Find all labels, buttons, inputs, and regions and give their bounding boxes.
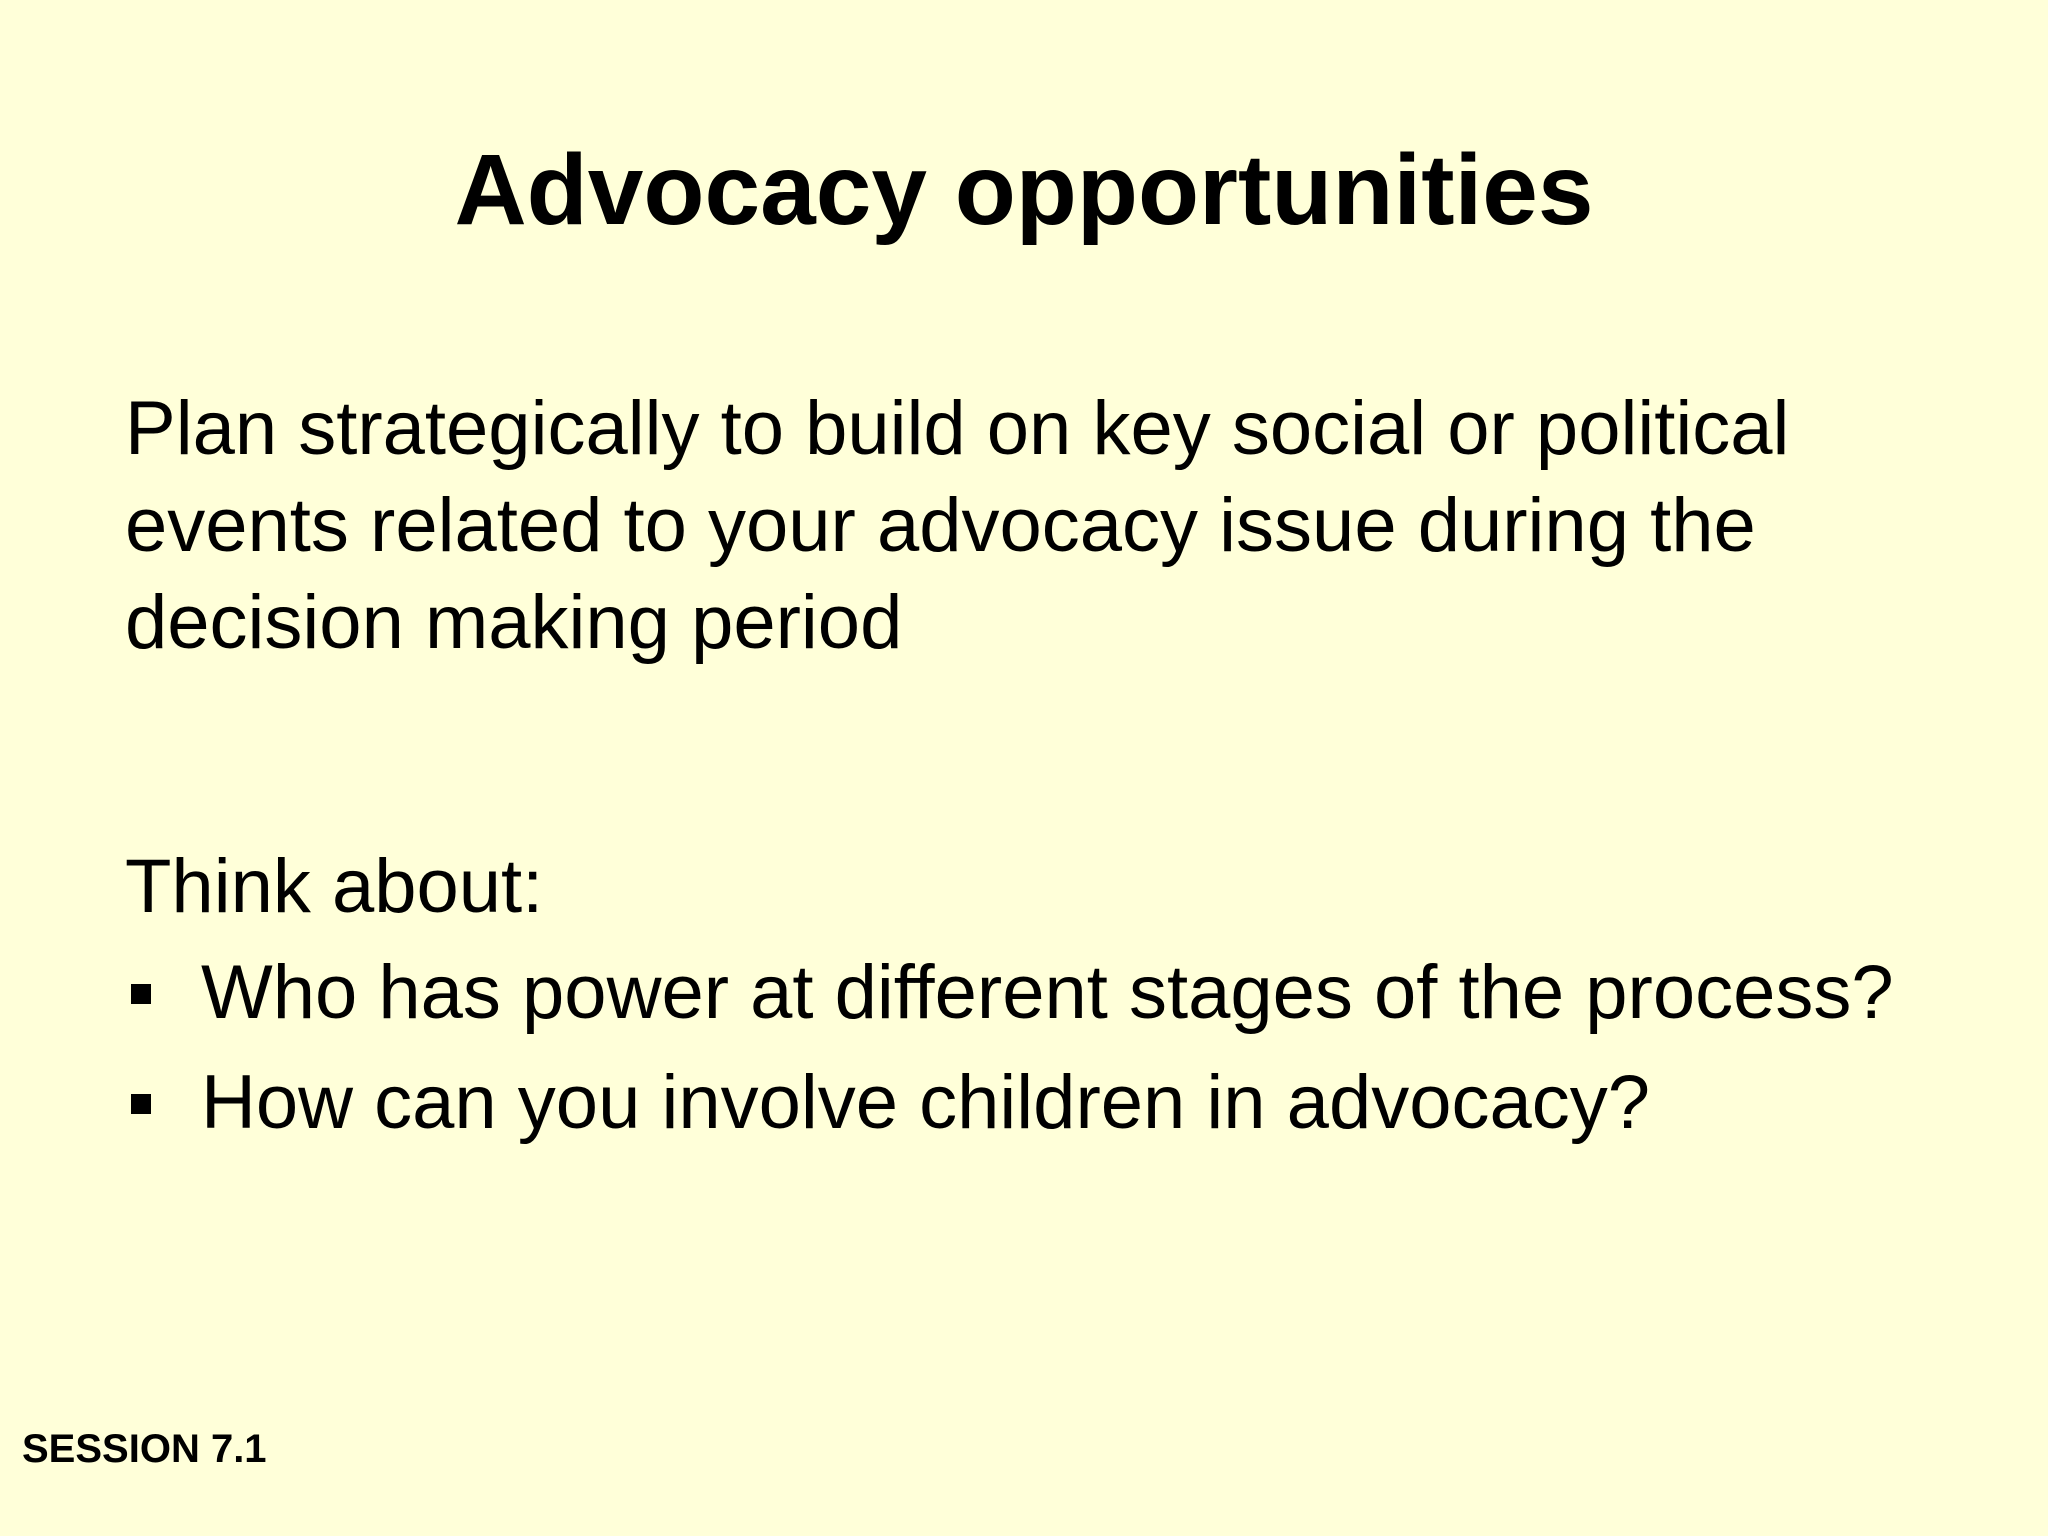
bullet-item xyxy=(125,1060,1945,1146)
slide-title: Advocacy opportunities xyxy=(454,134,1594,246)
think-about-label: Think about: xyxy=(125,844,544,929)
intro-paragraph: Plan strategically to build on key social or political events related to your advocacy issue during the decision making period xyxy=(125,386,1790,665)
session-label: SESSION 7.1 xyxy=(22,1427,267,1471)
square-bullet-icon xyxy=(131,984,151,1004)
bullet-text: How can you involve children in advocacy? xyxy=(201,1060,1651,1145)
bullet-list xyxy=(125,950,1945,1170)
bullet-item xyxy=(125,950,1945,1036)
bullet-text: Who has power at different stages of the process? xyxy=(201,950,1894,1035)
square-bullet-icon xyxy=(131,1094,151,1114)
